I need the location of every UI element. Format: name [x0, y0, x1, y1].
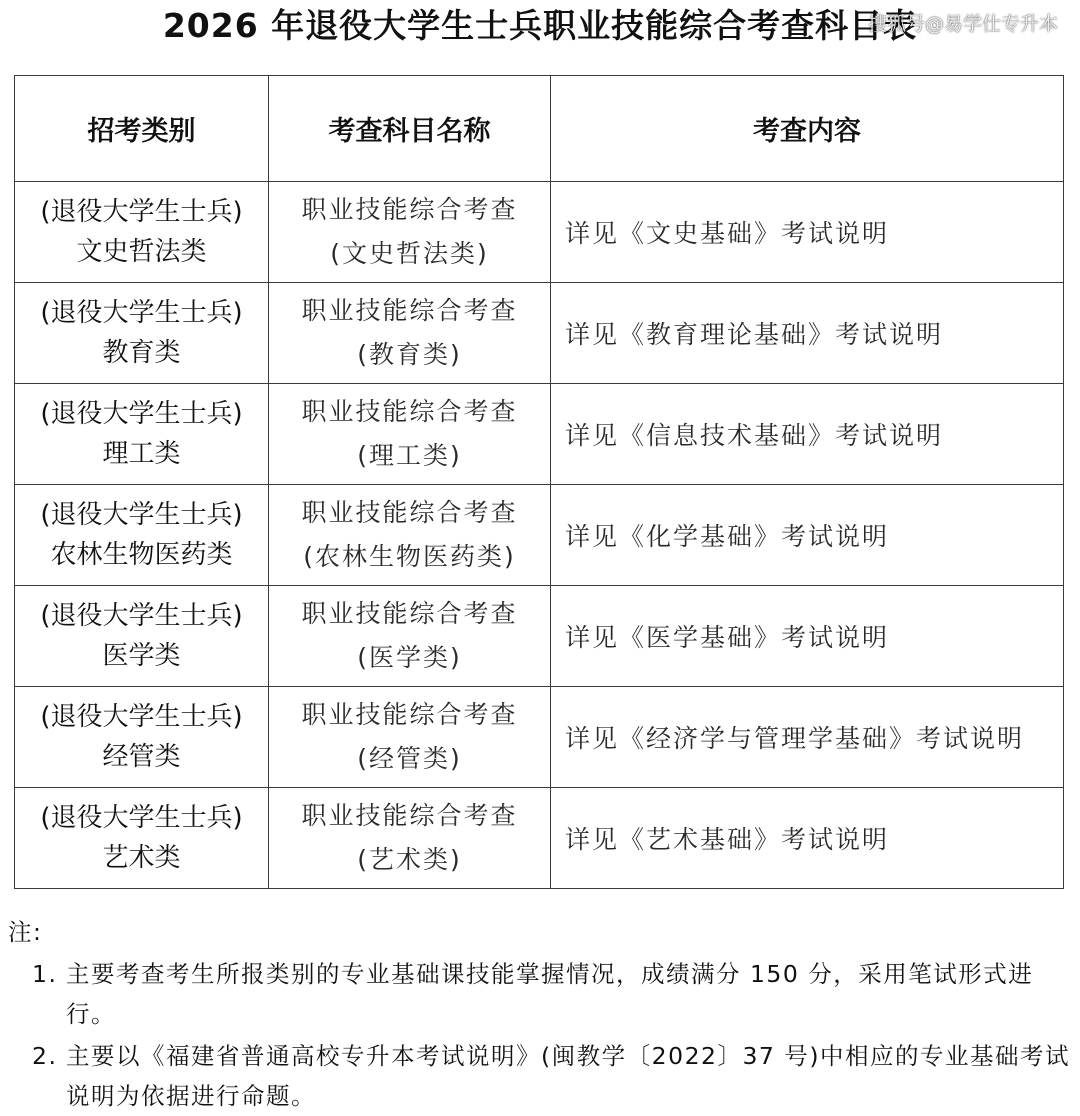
- subject-cell: [269, 586, 551, 687]
- subject-line2: (经管类): [357, 744, 462, 773]
- note-number: 1.: [32, 960, 58, 988]
- content-cell: 详见《教育理论基础》考试说明: [551, 283, 1064, 384]
- header-category: 招考类别: [15, 76, 269, 182]
- note-text: 主要考查考生所报类别的专业基础课技能掌握情况，成绩满分 150 分，采用笔试形式进行。: [66, 960, 1034, 1028]
- subject-line2: (理工类): [357, 441, 462, 470]
- subject-cell: [269, 687, 551, 788]
- header-subject: 考查科目名称: [269, 76, 551, 182]
- category-line2: 理工类: [102, 439, 181, 469]
- subject-line1: 职业技能综合考查: [301, 296, 518, 325]
- subject-cell: [269, 283, 551, 384]
- subject-line2: (医学类): [357, 643, 462, 672]
- table-row: [15, 182, 1064, 283]
- subject-cell: [269, 485, 551, 586]
- table-row: [15, 586, 1064, 687]
- subject-line1: 职业技能综合考查: [301, 397, 518, 426]
- category-line1: (退役大学生士兵): [40, 399, 243, 429]
- notes-label: 注:: [8, 918, 43, 946]
- subject-line2: (农林生物医药类): [303, 542, 516, 571]
- note-text: 主要以《福建省普通高校专升本考试说明》(闽教学〔2022〕37 号)中相应的专业基础考试说明为依据进行命题。: [66, 1042, 1071, 1110]
- subject-line1: 职业技能综合考查: [301, 599, 518, 628]
- subject-line2: (教育类): [357, 340, 462, 369]
- subject-cell: [269, 384, 551, 485]
- category-line1: (退役大学生士兵): [40, 803, 243, 833]
- category-line2: 教育类: [102, 338, 181, 368]
- content-cell: 详见《化学基础》考试说明: [551, 485, 1064, 586]
- subject-line2: (文史哲法类): [330, 239, 489, 268]
- subject-line2: (艺术类): [357, 845, 462, 874]
- table-header-row: [15, 76, 1064, 182]
- category-cell: [15, 788, 269, 889]
- category-cell: [15, 586, 269, 687]
- category-line1: (退役大学生士兵): [40, 298, 243, 328]
- category-cell: [15, 182, 269, 283]
- category-line1: (退役大学生士兵): [40, 500, 243, 530]
- category-cell: [15, 384, 269, 485]
- table-row: [15, 384, 1064, 485]
- note-number: 2.: [32, 1042, 58, 1070]
- content-cell: 详见《经济学与管理学基础》考试说明: [551, 687, 1064, 788]
- table-row: [15, 283, 1064, 384]
- note-item: [8, 954, 1074, 1034]
- category-line2: 文史哲法类: [76, 237, 207, 267]
- category-line2: 农林生物医药类: [50, 540, 233, 570]
- content-cell: 详见《文史基础》考试说明: [551, 182, 1064, 283]
- table-row: [15, 788, 1064, 889]
- subject-cell: [269, 182, 551, 283]
- header-content: 考查内容: [551, 76, 1064, 182]
- subject-line1: 职业技能综合考查: [301, 801, 518, 830]
- notes-section: [8, 912, 1074, 1116]
- watermark: 搜狐号@易学仕专升本: [867, 13, 1058, 35]
- table-row: [15, 485, 1064, 586]
- subject-line1: 职业技能综合考查: [301, 700, 518, 729]
- category-cell: [15, 485, 269, 586]
- category-line2: 医学类: [102, 641, 181, 671]
- content-cell: 详见《医学基础》考试说明: [551, 586, 1064, 687]
- category-cell: [15, 687, 269, 788]
- content-cell: 详见《信息技术基础》考试说明: [551, 384, 1064, 485]
- subject-line1: 职业技能综合考查: [301, 498, 518, 527]
- category-line2: 经管类: [102, 742, 181, 772]
- category-line1: (退役大学生士兵): [40, 702, 243, 732]
- subject-cell: [269, 788, 551, 889]
- category-line1: (退役大学生士兵): [40, 601, 243, 631]
- note-item: [8, 1036, 1074, 1116]
- content-cell: 详见《艺术基础》考试说明: [551, 788, 1064, 889]
- category-line1: (退役大学生士兵): [40, 197, 243, 227]
- category-line2: 艺术类: [102, 843, 181, 873]
- subjects-table: [14, 75, 1064, 889]
- page-title: 2026 年退役大学生士兵职业技能综合考查科目表: [162, 6, 918, 45]
- subject-line1: 职业技能综合考查: [301, 195, 518, 224]
- table-row: [15, 687, 1064, 788]
- category-cell: [15, 283, 269, 384]
